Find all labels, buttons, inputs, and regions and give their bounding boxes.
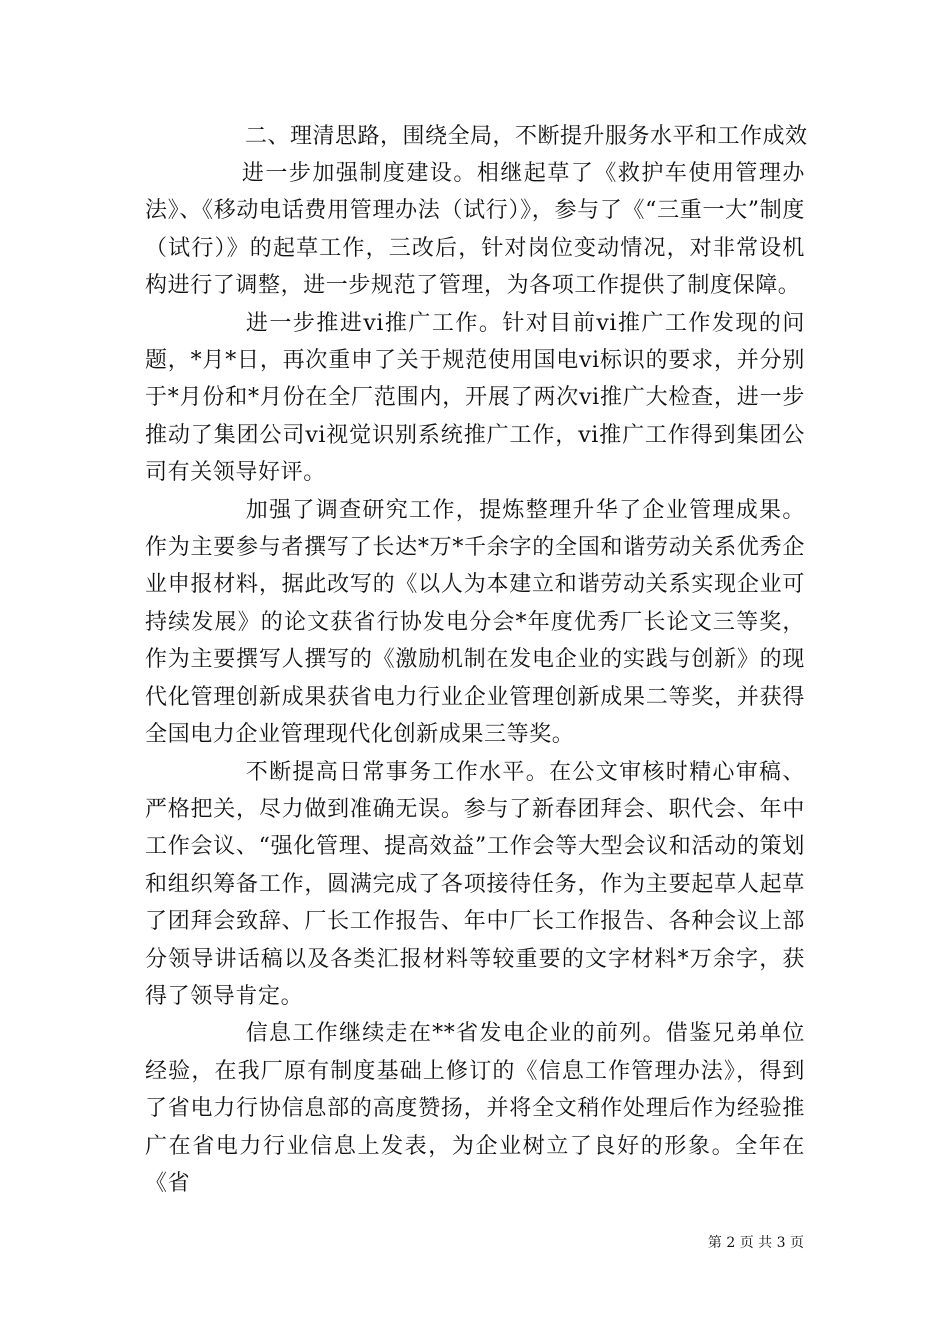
paragraph-text: 进一步加强制度建设。相继起草了《救护车使用管理办法》、《移动电话费用管理办法（试行）》，参与了《“三重一大”制度（试行）》的起草工作，三改后，针对岗位变动情况，对非常设机构进行了调整，进一步规范了管理，为各项工作提供了制度保障。 (145, 161, 805, 299)
paragraph-system-building (145, 155, 805, 305)
page-number-footer: 第 2 页 共 3 页 (707, 1235, 804, 1251)
paragraph-text: 加强了调查研究工作，提炼整理升华了企业管理成果。作为主要参与者撰写了长达*万*千余字的全国和谐劳动关系优秀企业申报材料，据此改写的《以人为本建立和谐劳动关系实现企业可持续发展》的论文获省行协发电分会*年度优秀厂长论文三等奖，作为主要撰写人撰写的《激励机制在发电企业的实践与创新》的现代化管理创新成果获省电力行业企业管理创新成果二等奖，并获得全国电力企业管理现代化创新成果三等奖。 (145, 497, 805, 748)
paragraph-information-work (145, 1015, 805, 1202)
paragraph-research (145, 492, 805, 754)
paragraph-vi-promotion (145, 305, 805, 492)
paragraph-text: 信息工作继续走在**省发电企业的前列。借鉴兄弟单位经验，在我厂原有制度基础上修订的《信息工作管理办法》，得到了省电力行协信息部的高度赞扬，并将全文稍作处理后作为经验推广在省电力行业信息上发表，为企业树立了良好的形象。全年在《省 (145, 1021, 805, 1196)
section-heading: 二、理清思路，围绕全局，不断提升服务水平和工作成效 (245, 124, 808, 149)
document-body (145, 118, 808, 1202)
paragraph-text: 进一步推进vi推广工作。针对目前vi推广工作发现的问题，*月*日，再次重申了关于规范使用国电vi标识的要求，并分别于*月份和*月份在全厂范围内，开展了两次vi推广大检查，进一步推动了集团公司vi视觉识别系统推广工作，vi推广工作得到集团公司有关领导好评。 (145, 310, 805, 486)
paragraph-text: 不断提高日常事务工作水平。在公文审核时精心审稿、严格把关，尽力做到准确无误。参与了新春团拜会、职代会、年中工作会议、“强化管理、提高效益”工作会等大型会议和活动的策划和组织筹备工作，圆满完成了各项接待任务，作为主要起草人起草了团拜会致辞、厂长工作报告、年中厂长工作报告、各种会议上部分领导讲话稿以及各类汇报材料等较重要的文字材料*万余字，获得了领导肯定。 (145, 759, 805, 1009)
paragraph-daily-affairs (145, 754, 805, 1016)
